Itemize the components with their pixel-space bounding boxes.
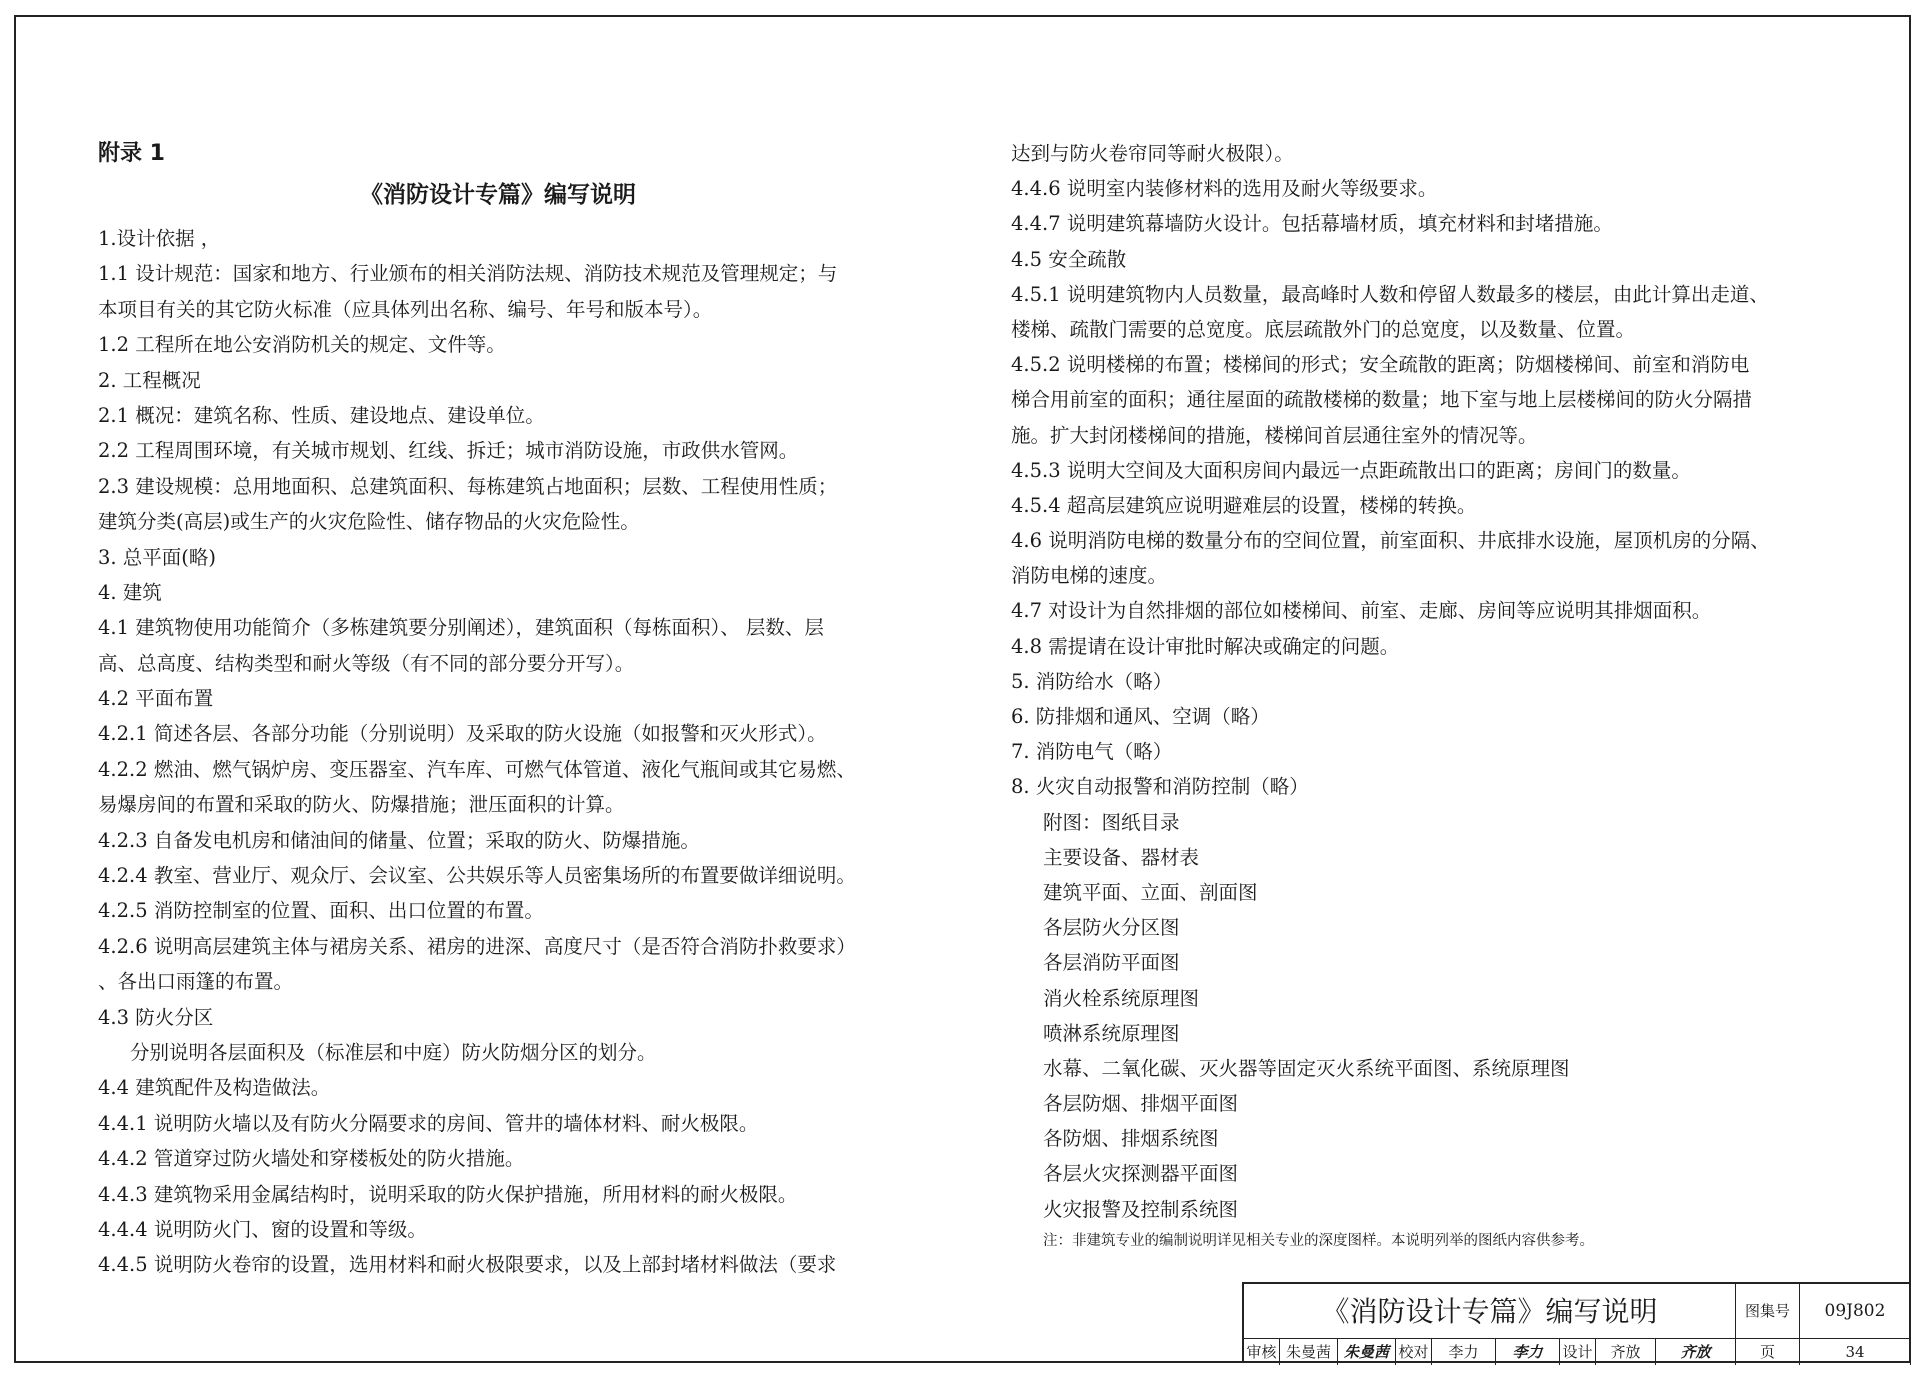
text-line: 建筑分类(高层)或生产的火灾危险性、储存物品的火灾危险性。 [98, 510, 640, 534]
text-line: 4.4.6 说明室内装修材料的选用及耐火等级要求。 [1011, 177, 1438, 201]
text-line: 5. 消防给水（略） [1011, 669, 1173, 693]
figure-list-item: 各层火灾探测器平面图 [1043, 1162, 1239, 1186]
title-block-title: 《消防设计专篇》编写说明 [1244, 1284, 1736, 1339]
text-line: 1.设计依据 ， [98, 227, 221, 250]
text-line: 4.1 建筑物使用功能简介（多栋建筑要分别阐述），建筑面积（每栋面积）、 层数、层 [98, 616, 824, 640]
text-line: 本项目有关的其它防火标准（应具体列出名称、编号、年号和版本号）。 [98, 297, 713, 321]
checker-name: 李力 [1432, 1339, 1496, 1365]
text-line: 4.4.7 说明建筑幕墙防火设计。包括幕墙材质，填充材料和封堵措施。 [1011, 212, 1613, 236]
text-line: 4.2.5 消防控制室的位置、面积、出口位置的布置。 [98, 899, 544, 923]
designer-signature: 齐放 [1656, 1339, 1736, 1365]
text-line: 高、总高度、结构类型和耐火等级（有不同的部分要分开写）。 [98, 651, 635, 675]
text-line: 4.8 需提请在设计审批时解决或确定的问题。 [1011, 634, 1400, 658]
text-line: 易爆房间的布置和采取的防火、防爆措施；泄压面积的计算。 [98, 793, 625, 817]
text-line: 4.4 建筑配件及构造做法。 [98, 1076, 331, 1100]
text-line: 4.6 说明消防电梯的数量分布的空间位置，前室面积、井底排水设施，屋顶机房的分隔、 [1011, 529, 1770, 553]
reviewer-signature: 朱曼茜 [1338, 1339, 1396, 1365]
text-line: 楼梯、疏散门需要的总宽度。底层疏散外门的总宽度，以及数量、位置。 [1011, 317, 1636, 341]
figure-list-item: 火灾报警及控制系统图 [1043, 1197, 1239, 1221]
figure-list-item: 附图：图纸目录 [1043, 810, 1180, 834]
text-line: 4.4.4 说明防火门、窗的设置和等级。 [98, 1217, 427, 1241]
figure-list-item: 主要设备、器材表 [1043, 845, 1200, 869]
checker-signature: 李力 [1496, 1339, 1560, 1365]
figure-list-item: 消火栓系统原理图 [1043, 986, 1200, 1010]
text-line: 1.2 工程所在地公安消防机关的规定、文件等。 [98, 333, 506, 357]
text-line: 4.4.2 管道穿过防火墙处和穿楼板处的防火措施。 [98, 1147, 525, 1171]
figure-list-item: 各层防烟、排烟平面图 [1043, 1092, 1239, 1116]
reviewer-name: 朱曼茜 [1280, 1339, 1338, 1365]
text-line: 4.2 平面布置 [98, 687, 214, 711]
figure-list-item: 各层防火分区图 [1043, 916, 1180, 940]
figure-list-item: 各防烟、排烟系统图 [1043, 1127, 1219, 1151]
text-line: 2. 工程概况 [98, 368, 201, 392]
text-line: 4.2.2 燃油、燃气锅炉房、变压器室、汽车库、可燃气体管道、液化气瓶间或其它易燃、 [98, 757, 856, 781]
text-line: 分别说明各层面积及（标准层和中庭）防火防烟分区的划分。 [130, 1040, 657, 1064]
title-block [1242, 1282, 1911, 1363]
figure-list-item: 各层消防平面图 [1043, 951, 1180, 975]
text-line: 4.3 防火分区 [98, 1005, 214, 1029]
text-line: 消防电梯的速度。 [1011, 564, 1168, 588]
figure-list-item: 建筑平面、立面、剖面图 [1043, 880, 1258, 904]
text-line: 4.5.2 说明楼梯的布置；楼梯间的形式；安全疏散的距离；防烟楼梯间、前室和消防电 [1011, 353, 1750, 377]
text-line: 4.2.6 说明高层建筑主体与裙房关系、裙房的进深、高度尺寸（是否符合消防扑救要求） [98, 934, 856, 958]
text-line: 4.4.5 说明防火卷帘的设置，选用材料和耐火极限要求，以及上部封堵材料做法（要求 [98, 1253, 837, 1277]
text-line: 2.3 建设规模：总用地面积、总建筑面积、每栋建筑占地面积；层数、工程使用性质； [98, 474, 838, 498]
right-column [1011, 136, 1891, 1255]
text-line: 4.2.3 自备发电机房和储油间的储量、位置；采取的防火、防爆措施。 [98, 828, 700, 852]
check-label: 校对 [1396, 1339, 1432, 1365]
page-title: 《消防设计专篇》编写说明 [360, 182, 636, 208]
text-line: 4.5.3 说明大空间及大面积房间内最远一点距疏散出口的距离；房间门的数量。 [1011, 458, 1691, 482]
text-line: 1.1 设计规范：国家和地方、行业颁布的相关消防法规、消防技术规范及管理规定；与 [98, 262, 838, 286]
text-line: 4.5 安全疏散 [1011, 247, 1127, 271]
signature-row [1244, 1339, 1911, 1365]
text-line: 4.5.4 超高层建筑应说明避难层的设置，楼梯的转换。 [1011, 493, 1477, 517]
text-line: 4.5.1 说明建筑物内人员数量，最高峰时人数和停留人数最多的楼层，由此计算出走道、 [1011, 282, 1769, 306]
text-line: 4.4.3 建筑物采用金属结构时，说明采取的防火保护措施，所用材料的耐火极限。 [98, 1182, 798, 1206]
text-line: 4. 建筑 [98, 580, 162, 604]
atlas-label: 图集号 [1736, 1284, 1800, 1339]
design-label: 设计 [1560, 1339, 1596, 1365]
text-line: 4.2.1 简述各层、各部分功能（分别说明）及采取的防火设施（如报警和灭火形式）。 [98, 722, 827, 746]
figure-list-item: 喷淋系统原理图 [1043, 1021, 1180, 1045]
page-number: 34 [1800, 1339, 1911, 1365]
text-line: 4.2.4 教室、营业厅、观众厅、会议室、公共娱乐等人员密集场所的布置要做详细说明。 [98, 864, 856, 888]
text-line: 、各出口雨篷的布置。 [98, 970, 294, 994]
text-line: 8. 火灾自动报警和消防控制（略） [1011, 775, 1309, 799]
footnote: 注：非建筑专业的编制说明详见相关专业的深度图样。本说明列举的图纸内容供参考。 [1043, 1232, 1594, 1249]
review-label: 审核 [1244, 1339, 1280, 1365]
text-line: 梯合用前室的面积；通往屋面的疏散楼梯的数量；地下室与地上层楼梯间的防火分隔措 [1011, 388, 1753, 412]
text-line: 2.2 工程周围环境，有关城市规划、红线、拆迁；城市消防设施，市政供水管网。 [98, 439, 799, 463]
atlas-number: 09J802 [1800, 1284, 1911, 1339]
text-line: 4.7 对设计为自然排烟的部位如楼梯间、前室、走廊、房间等应说明其排烟面积。 [1011, 599, 1712, 623]
text-line: 施。扩大封闭楼梯间的措施，楼梯间首层通往室外的情况等。 [1011, 423, 1538, 447]
left-column [98, 221, 978, 1283]
figure-list-item: 水幕、二氧化碳、灭火器等固定灭火系统平面图、系统原理图 [1043, 1056, 1570, 1080]
text-line: 4.4.1 说明防火墙以及有防火分隔要求的房间、管井的墙体材料、耐火极限。 [98, 1111, 759, 1135]
text-line: 6. 防排烟和通风、空调（略） [1011, 705, 1270, 728]
text-line: 2.1 概况：建筑名称、性质、建设地点、建设单位。 [98, 403, 545, 427]
designer-name: 齐放 [1596, 1339, 1656, 1365]
text-line: 达到与防火卷帘同等耐火极限）。 [1011, 142, 1294, 165]
text-line: 3. 总平面(略) [98, 545, 217, 569]
text-line: 7. 消防电气（略） [1011, 740, 1173, 764]
page-label: 页 [1736, 1339, 1800, 1365]
appendix-label: 附录 1 [98, 141, 165, 166]
